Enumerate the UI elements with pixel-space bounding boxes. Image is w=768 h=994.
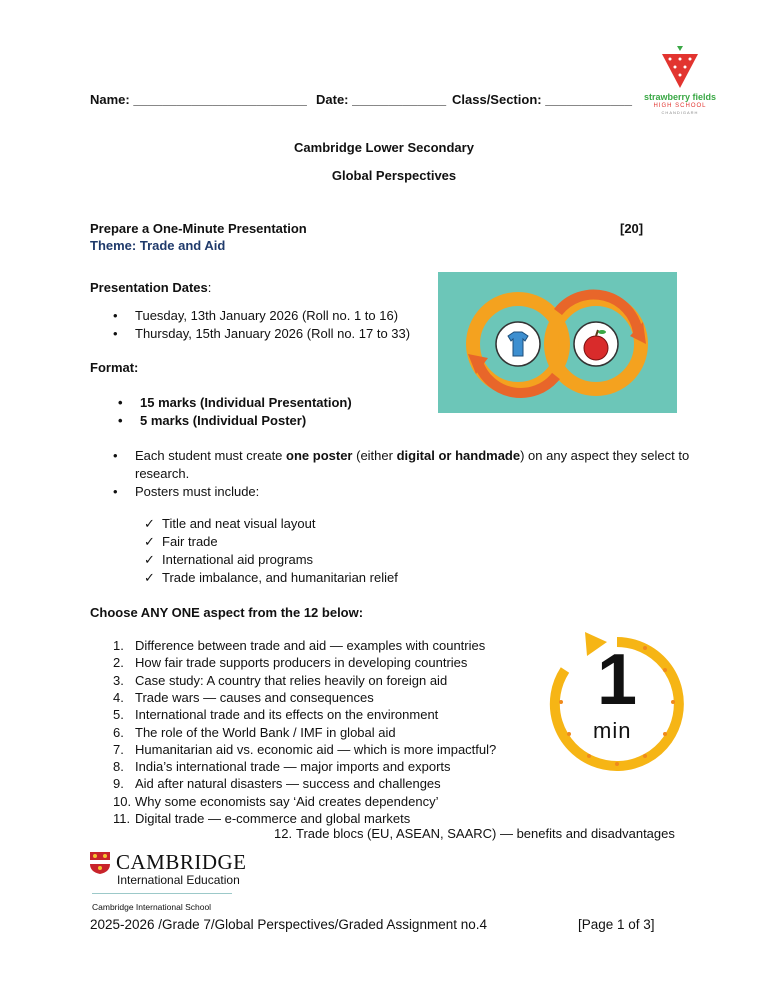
- aspect-number: 10.: [113, 793, 132, 809]
- text: Each student must create: [135, 448, 287, 463]
- aspect-item: [113, 741, 497, 757]
- strawberry-icon: [660, 46, 700, 90]
- school-logo-name: strawberry fields: [643, 92, 717, 102]
- aspect-text: Aid after natural disasters — success and challenges: [135, 776, 441, 792]
- programme-title: Cambridge Lower Secondary: [294, 140, 474, 155]
- cambridge-logo-row: [90, 850, 247, 875]
- aspect-number: 1.: [113, 638, 124, 653]
- aspect-number: 3.: [113, 672, 124, 688]
- aspect-number: 5.: [113, 707, 124, 723]
- poster-instruction-cont: research.: [135, 466, 190, 481]
- aspect-text: Humanitarian aid vs. economic aid — which is more impactful?: [135, 741, 497, 757]
- checkmark-icon: ✓: [144, 552, 155, 567]
- divider: [92, 893, 232, 894]
- format-item: • 5 marks (Individual Poster): [140, 413, 306, 428]
- check-item: [144, 570, 398, 585]
- aspect-item: [113, 689, 374, 705]
- aspect-text: Why some economists say ‘Aid creates dependency’: [135, 793, 439, 809]
- aspect-text: How fair trade supports producers in developing countries: [135, 655, 468, 671]
- subject-title: Global Perspectives: [331, 168, 457, 183]
- aspect-number: 6.: [113, 724, 124, 740]
- aspect-text: The role of the World Bank / IMF in global aid: [135, 724, 396, 740]
- one-minute-clock: [545, 622, 690, 777]
- aspect-number: 9.: [113, 776, 124, 792]
- check-item: [144, 516, 316, 531]
- cambridge-sub: International Education: [117, 873, 240, 887]
- footer-reference: 2025-2026 /Grade 7/Global Perspectives/Graded Assignment no.4: [90, 917, 487, 932]
- date-item: • Tuesday, 13th January 2026 (Roll no. 1 to 16): [135, 308, 398, 323]
- date-item: • Thursday, 15th January 2026 (Roll no. 17 to 33): [135, 326, 410, 341]
- aspect-item: [113, 638, 486, 653]
- poster-requirements: • Posters must include:: [135, 484, 259, 499]
- clock-number: 1: [597, 640, 638, 720]
- aspect-item: [113, 672, 448, 688]
- check-label: Title and neat visual layout: [162, 516, 316, 531]
- aspect-number: 8.: [113, 759, 124, 775]
- page-number: [Page 1 of 3]: [578, 917, 655, 932]
- school-logo-place: CHANDIGARH: [661, 110, 699, 115]
- name-field-label: Name: ________________________: [90, 92, 307, 107]
- aspect-text: Digital trade — e-commerce and global markets: [135, 811, 411, 826]
- dates-colon: :: [207, 280, 212, 295]
- checkmark-icon: ✓: [144, 516, 155, 531]
- task-marks: [20]: [620, 221, 644, 236]
- aspect-item: [113, 724, 396, 740]
- dates-label: Presentation Dates: [90, 280, 208, 295]
- aspect-number: 4.: [113, 689, 124, 705]
- aspect-text: Trade blocs (EU, ASEAN, SAARC) — benefits and disadvantages: [296, 826, 675, 841]
- aspect-item: [274, 826, 675, 841]
- aspect-text: Case study: A country that relies heavily on foreign aid: [135, 672, 448, 688]
- aspects-heading: Choose ANY ONE aspect from the 12 below:: [90, 605, 364, 620]
- theme-label: Theme: Trade and Aid: [90, 238, 226, 253]
- aspect-text: India’s international trade — major imports and exports: [135, 759, 451, 775]
- aspect-item: [113, 811, 411, 826]
- checkmark-icon: ✓: [144, 534, 155, 549]
- cambridge-brand: CAMBRIDGE: [116, 850, 247, 874]
- text: digital or handmade: [396, 448, 521, 463]
- check-item: [144, 534, 218, 549]
- check-label: Fair trade: [162, 534, 218, 549]
- checkmark-icon: ✓: [144, 570, 155, 585]
- aspect-item: [113, 759, 451, 775]
- text: ) on any aspect they select to: [520, 448, 690, 463]
- date-field-label: Date: _____________: [316, 92, 447, 107]
- aspect-text: Trade wars — causes and consequences: [135, 689, 374, 705]
- aspect-item: [113, 707, 439, 723]
- cambridge-school: Cambridge International School: [92, 902, 212, 912]
- text: one poster: [286, 448, 353, 463]
- task-title: Prepare a One-Minute Presentation: [90, 221, 307, 236]
- format-heading: Format:: [90, 360, 139, 375]
- aspect-item: [113, 776, 441, 792]
- check-label: Trade imbalance, and humanitarian relief: [162, 570, 398, 585]
- check-item: [144, 552, 314, 567]
- cambridge-shield-icon: [90, 852, 110, 874]
- trade-aid-illustration: [438, 272, 677, 413]
- school-logo-sub: HIGH SCHOOL: [653, 103, 707, 109]
- aspect-number: 7.: [113, 741, 124, 757]
- school-logo: [640, 46, 720, 115]
- poster-instruction: [135, 448, 689, 463]
- class-field-label: Class/Section: ____________: [452, 92, 632, 107]
- format-item: • 15 marks (Individual Presentation): [140, 395, 352, 410]
- aspect-text: International trade and its effects on the environment: [135, 707, 439, 723]
- aspect-item: [113, 793, 439, 809]
- aspect-number: 12.: [274, 826, 293, 841]
- check-label: International aid programs: [162, 552, 314, 567]
- aspect-number: 2.: [113, 655, 124, 671]
- dates-heading: [90, 280, 211, 295]
- text: (either: [352, 448, 397, 463]
- clock-unit: min: [593, 718, 632, 743]
- cambridge-logo: [90, 850, 247, 912]
- aspect-item: [113, 655, 468, 671]
- aspect-text: Difference between trade and aid — examples with countries: [135, 638, 486, 653]
- aspect-number: 11.: [113, 811, 131, 826]
- trade-cycle-icon: [438, 272, 677, 413]
